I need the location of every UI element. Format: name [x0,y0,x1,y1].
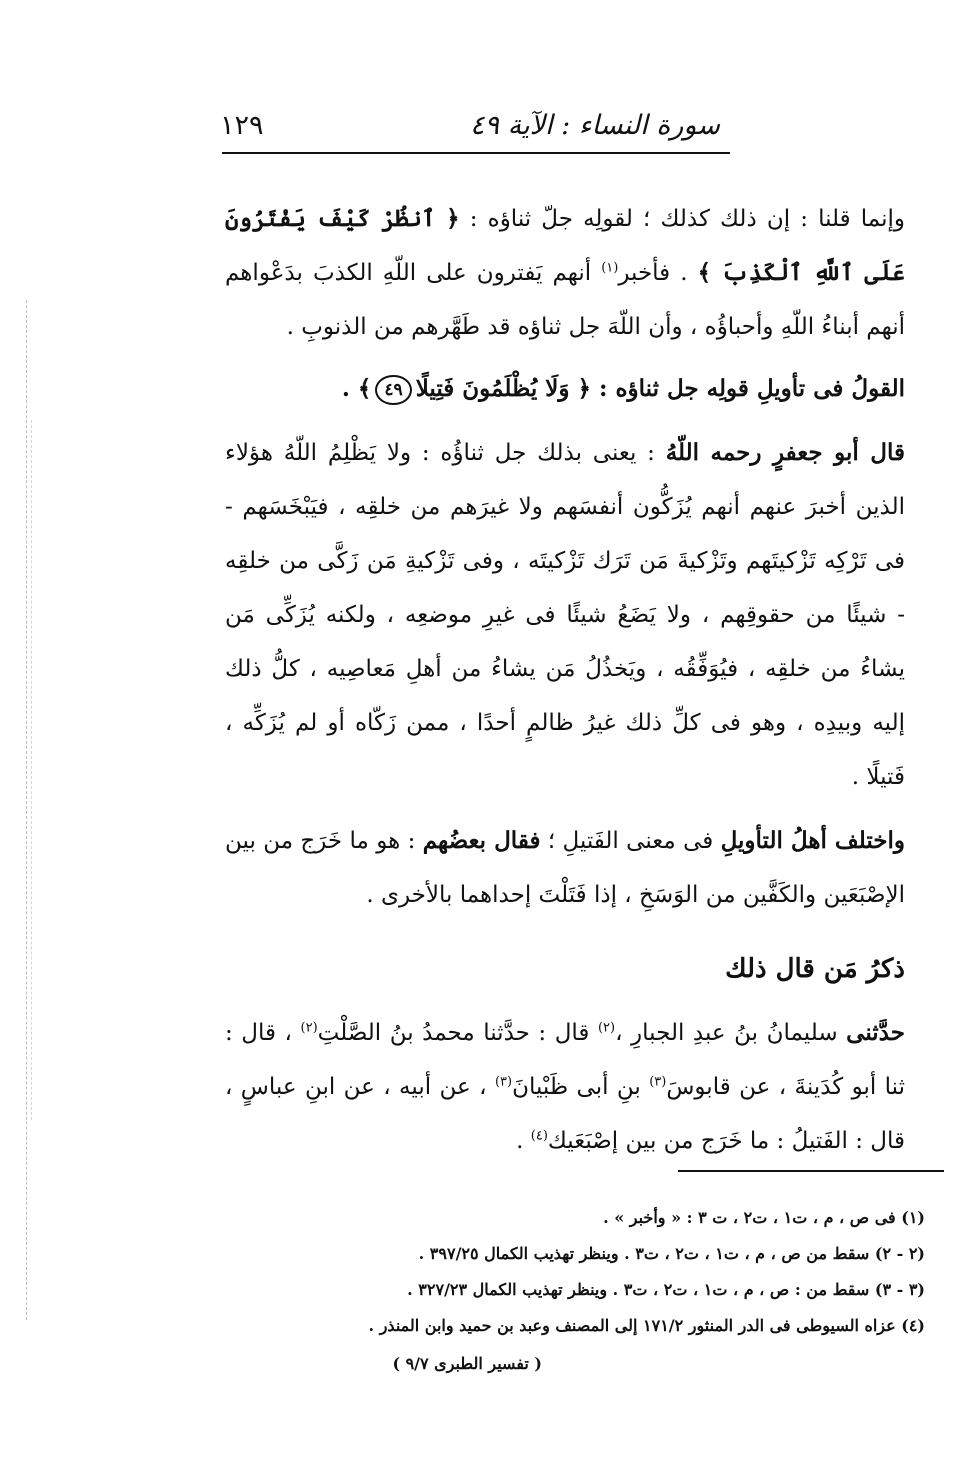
text-run: ، عن أبيه ، عن ابنِ عباسٍ ، قال : الفَتيلُ : ما خَرَج من بين إصْبَعَيك [225,1074,905,1154]
ayah-number-badge: ٤٩ [375,375,411,405]
footnote: (٢ - ٢) سقط من ص ، م ، ت١ ، ت٢ ، ت٣ . وينظر تهذيب الكمال ٣٩٧/٢٥ . [418,1244,925,1263]
text-run: فى معنى الفَتيلِ ؛ [540,828,721,854]
bold-lead: قال أبو جعفرٍ رحمه اللّهُ [665,439,905,466]
footnote-marker: (٣) [649,1074,667,1090]
page-header [220,110,720,150]
text-run: سليمانُ بنُ عبدِ الجبارِ ، [615,1020,847,1046]
paragraph [225,426,905,804]
footnote: (٣ - ٣) سقط من : ص ، م ، ت١ ، ت٢ ، ت٣ . وينظر تهذيب الكمال ٣٢٧/٢٣ . [407,1280,925,1299]
paragraph [225,1006,905,1168]
text-run: . فأخبر [618,260,698,286]
header-rule [222,152,730,154]
bold-lead: حدَّثنى [846,1019,905,1046]
volume-signature: ( تفسير الطبرى ٩/٧ ) [392,1354,542,1373]
text-run: أنهم يَفترون على اللّهِ الكذبَ بدَعْواهم أنهم أبناءُ اللّهِ وأحباؤُه ، وأن اللّهَ جل ثناؤه قد طَهَّرهم من الذنوبِ . [225,260,905,340]
quran-quote: ﴿ وَلَا يُظْلَمُونَ فَتِيلًا [415,375,591,402]
footnote-marker: (٣) [494,1074,513,1090]
text-run: ، قال : ثنا أبو كُدَينةَ ، عن قابوسَ [225,1020,906,1100]
text-run: : يعنى بذلك جل ثناؤُه : ولا يَظْلِمُ اللّهُ هؤلاء الذين أخبرَ عنهم أنهم يُزَكُّون أنفسَهم ولا غيرَهم من خلقِه ، فيَبْخَسَهم - فى تَرْكِه تَزْكيتَهم وتَزْكيةَ مَن تَرَك تَزْكيتَه ، وفى تَزْكيةِ مَن زَكَّى من خلقِه - شيئًا من حقوقِهم ، ولا يَضَعُ شيئًا فى غيرِ موضعِه ، ولكنه يُزَكِّى مَن يشاءُ من خلقِه ، فيُوَفِّقُه ، ويَخذُلُ مَن يشاءُ من أهلِ مَعاصِيه ، كلُّ ذلك إليه وبيدِه ، وهو فى كلِّ ذلك غيرُ ظالمٍ أحدًا ، ممن زَكّاه أو لم يُزَكِّه ، فَتيلًا . [225,440,905,790]
body-text [225,192,905,1168]
text-run: ﴾ . [341,375,372,402]
footnote-marker: (١) [601,260,619,276]
footnote: (٤) عزاه السيوطى فى الدر المنثور ١٧١/٢ إلى المصنف وعبد بن حميد وابن المنذر . [368,1316,925,1335]
footnote: (١) فى ص ، م ، ت١ ، ت٢ ، ت ٣ : « وأخبر » . [603,1208,925,1227]
footnote-marker: (٢) [300,1020,318,1036]
paragraph [225,192,905,354]
running-title: سورة النساء : الآية ٤٩ [470,110,720,141]
scan-margin-line [31,420,32,1120]
text-run: : هو ما خَرَج من بين الإصْبَعَين والكَفَّين من الوَسَخِ ، إذا فَتَلْتَ إحداهما بالأخرى . [225,828,905,908]
text-run: القولُ فى تأويلِ قولِه جل ثناؤه : [590,375,905,402]
page-number: ١٢٩ [220,110,264,141]
bold-lead: واختلف أهلُ التأويلِ [720,827,905,854]
footnotes [225,1200,925,1344]
footnote-marker: (٢) [597,1020,616,1036]
footnote-rule [678,1170,944,1172]
tafsir-heading [225,362,905,416]
scan-margin-line [26,300,27,1320]
paragraph [225,814,905,922]
footnote-marker: (٤) [530,1128,548,1144]
text-run: . [516,1128,531,1154]
text-run: قال : حدَّثنا محمدُ بنُ الصَّلْتِ [317,1020,598,1046]
bold-lead: فقال بعضُهم [422,827,541,854]
text-run: بنِ أبى ظَبْيانَ [512,1074,650,1100]
quran-quote: ﴿ ٱنظُرْ كَيْفَ يَفْتَرُونَ عَلَى ٱللَّهِ ٱلْكَذِبَ ﴾ [225,205,905,286]
section-title: ذكرُ مَن قال ذلك [725,954,905,984]
text-run: وإنما قلنا : إن ذلك كذلك ؛ لقولِه جلّ ثناؤه : [459,206,906,232]
